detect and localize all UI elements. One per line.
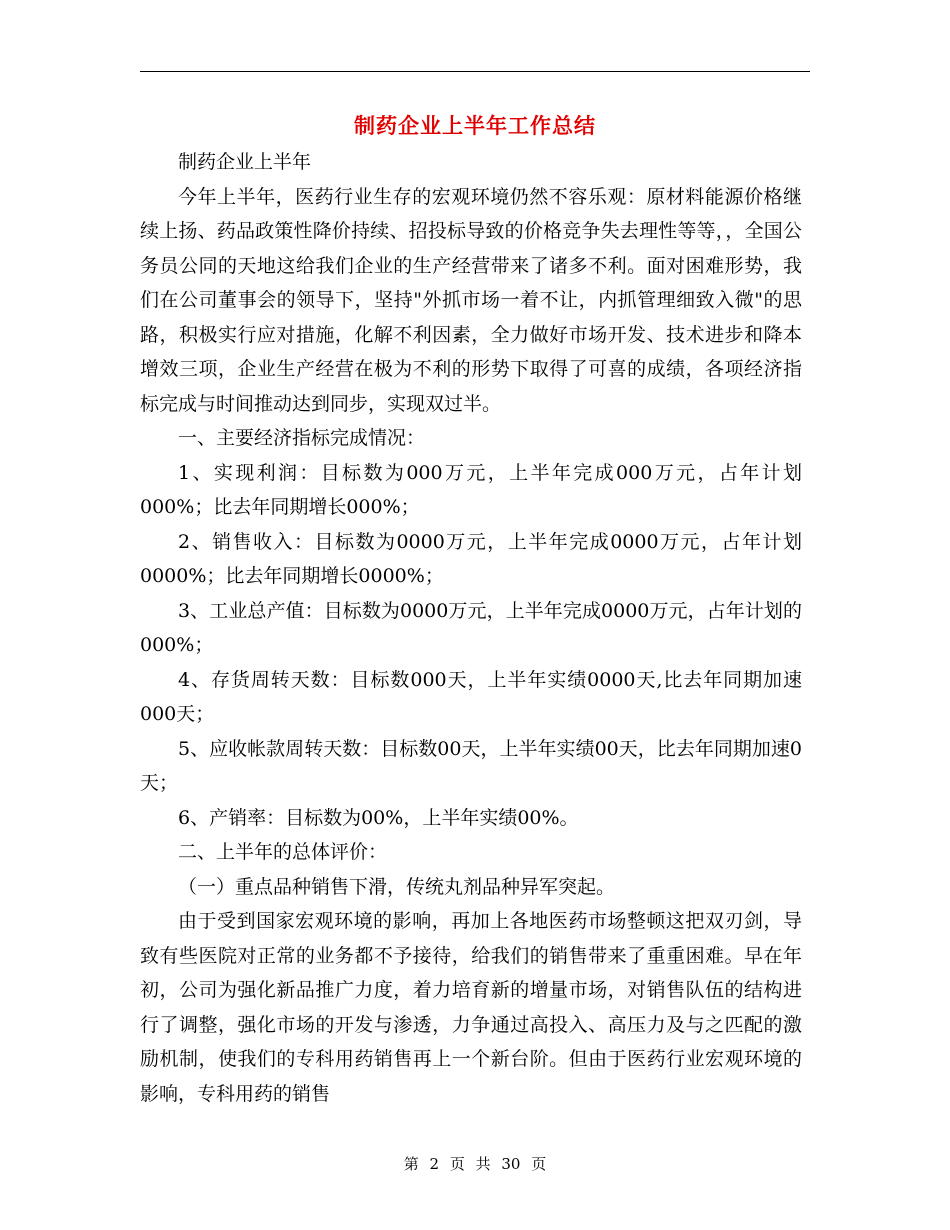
section-heading-evaluation: 二、上半年的总体评价： bbox=[178, 841, 388, 863]
subsection-heading-1: （一）重点品种销售下滑，传统丸剂品种异军突起。 bbox=[178, 875, 616, 898]
document-body bbox=[140, 145, 802, 1111]
page-number-footer: 第 2 页 共 30 页 bbox=[403, 1155, 547, 1173]
intro-paragraph: 今年上半年，医药行业生存的宏观环境仍然不容乐观：原材料能源价格继续上扬、药品政策性降价持续、招投标导致的价格竞争失去理性等等，，全国公务员公同的天地这给我们企业的生产经营带来了诸多不利。面对困难形势，我们在公司董事会的领导下，坚持"外抓市场一着不让，内抓管理细致入微"的思路，积极实行应对措施，化解不利因素，全力做好市场开发、技术进步和降本增效三项，企业生产经营在极为不利的形势下取得了可喜的成绩，各项经济指标完成与时间推动达到同步，实现双过半。 bbox=[140, 185, 802, 415]
indicator-sales: 2、销售收入：目标数为0000万元，上半年完成0000万元，占年计划0000%；比去年同期增长0000%； bbox=[140, 530, 802, 587]
indicator-receivables: 5、应收帐款周转天数：目标数00天，上半年实绩00天，比去年同期加速0天； bbox=[140, 737, 802, 794]
header-rule bbox=[140, 71, 810, 72]
indicator-sell-rate: 6、产销率：目标数为00%，上半年实绩00%。 bbox=[178, 806, 579, 829]
indicator-profit: 1、实现利润：目标数为000万元，上半年完成000万元，占年计划000%；比去年同期增长000%； bbox=[140, 461, 802, 518]
indicator-output: 3、工业总产值：目标数为0000万元，上半年完成0000万元，占年计划的000%； bbox=[140, 599, 802, 656]
document-title: 制药企业上半年工作总结 bbox=[354, 113, 596, 138]
section-heading-indicators: 一、主要经济指标完成情况： bbox=[178, 427, 426, 449]
intro-line: 制药企业上半年 bbox=[178, 151, 312, 173]
evaluation-paragraph: 由于受到国家宏观环境的影响，再加上各地医药市场整顿这把双刃剑，导致有些医院对正常的业务都不予接待，给我们的销售带来了重重困难。早在年初，公司为强化新品推广力度，着力培育新的增量市场，对销售队伍的结构进行了调整，强化市场的开发与渗透，力争通过高投入、高压力及与之匹配的激励机制，使我们的专科用药销售再上一个新台阶。但由于医药行业宏观环境的影响，专科用药的销售 bbox=[140, 910, 802, 1105]
indicator-inventory: 4、存货周转天数：目标数000天，上半年实绩0000天,比去年同期加速000天； bbox=[140, 668, 802, 725]
